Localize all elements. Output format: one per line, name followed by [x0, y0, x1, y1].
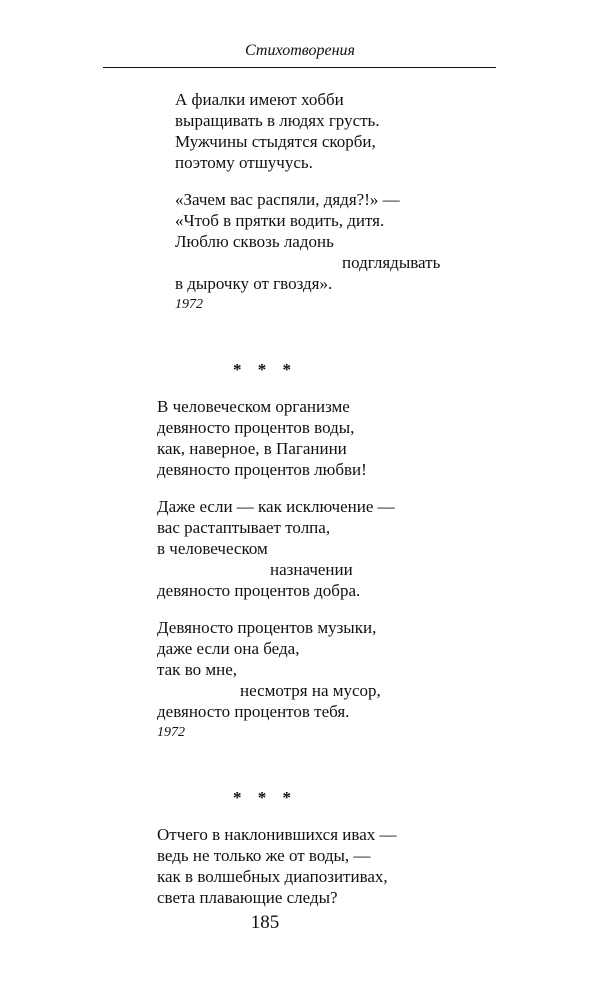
poem-line: Мужчины стыдятся скорби,	[175, 132, 376, 151]
running-header-title: Стихотворения	[245, 42, 355, 59]
header-rule	[103, 67, 496, 68]
section-divider: * * *	[233, 360, 297, 379]
poem-date: 1972	[157, 725, 185, 740]
poem-line: подглядывать	[342, 253, 441, 272]
poem-line: девяносто процентов воды,	[157, 418, 355, 437]
page-number: 185	[250, 912, 280, 933]
poem-line: ведь не только же от воды, —	[157, 846, 371, 865]
poem-line: Девяносто процентов музыки,	[157, 618, 377, 637]
poem-line: света плавающие следы?	[157, 888, 338, 907]
poem-line: А фиалки имеют хобби	[175, 90, 344, 109]
poem-line: как, наверное, в Паганини	[157, 439, 347, 458]
poem-line: «Чтоб в прятки водить, дитя.	[175, 211, 385, 230]
poem-line: даже если она беда,	[157, 639, 300, 658]
poem-line: Отчего в наклонившихся ивах —	[157, 825, 397, 844]
section-divider: * * *	[233, 788, 297, 807]
poem-line: выращивать в людях грусть.	[175, 111, 380, 130]
poem-line: вас растаптывает толпа,	[157, 518, 331, 537]
poem-line: в человеческом	[157, 539, 268, 558]
poem-line: назначении	[270, 560, 353, 579]
poem-line: девяносто процентов добра.	[157, 581, 361, 600]
poem-line: девяносто процентов тебя.	[157, 702, 350, 721]
poem-line: в дырочку от гвоздя».	[175, 274, 333, 293]
poem-line: как в волшебных диапозитивах,	[157, 867, 388, 886]
poem-line: В человеческом организме	[157, 397, 350, 416]
poem-line: так во мне,	[157, 660, 238, 679]
poem-line: поэтому отшучусь.	[175, 153, 313, 172]
poem-line: девяносто процентов любви!	[157, 460, 367, 479]
poem-line: Даже если — как исключение —	[157, 497, 395, 516]
poem-line: Люблю сквозь ладонь	[175, 232, 334, 251]
poem-date: 1972	[175, 297, 203, 312]
poem-line: несмотря на мусор,	[240, 681, 381, 700]
poem-line: «Зачем вас распяли, дядя?!» —	[175, 190, 400, 209]
